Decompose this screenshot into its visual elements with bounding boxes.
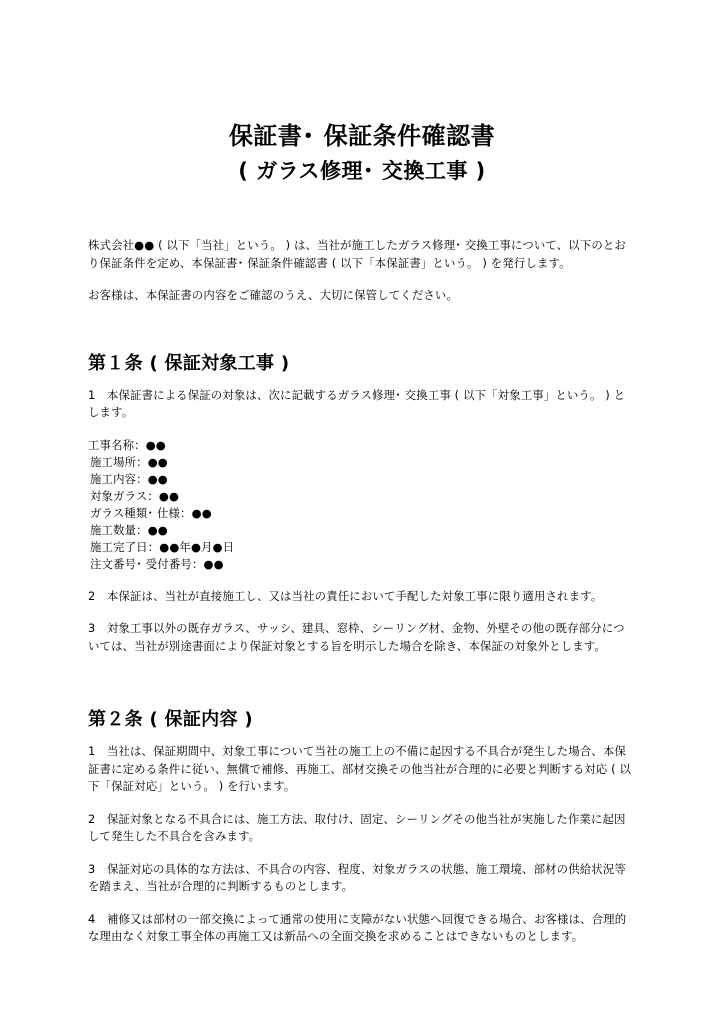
article-2-paragraph-3: 3 保証対応の具体的な方法は、不具合の内容、程度、対象ガラスの状態、施工環境、部材の供給状況等を踏まえ、当社が合理的に判断するものとします。 <box>88 861 626 893</box>
article-2-paragraph-1: 1 当社は、保証期間中、対象工事について当社の施工上の不備に起因する不具合が発生した場合、本保証書に定める条件に従い、無償で補修、再施工、部材交換その他当社が合理的に必要と判断する対応 ( 以下「保証対応」という。 ) を行います。 <box>88 744 632 793</box>
work-detail-item: 施工内容：●● <box>90 471 168 486</box>
article-1-paragraph-2: 2 本保証は、当社が直接施工し、又は当社の責任において手配した対象工事に限り適用されます。 <box>88 588 603 603</box>
work-detail-item: 注文番号･ 受付番号：●● <box>90 556 224 571</box>
intro-paragraph-1: 株式会社●● ( 以下「当社」という。 ) は、当社が施工したガラス修理･ 交換工事について、以下のとおり保証条件を定め、本保証書･ 保証条件確認書 ( 以下「本保証書」という。 ) を発行します。 <box>88 238 626 270</box>
document-title: 保証書･ 保証条件確認書 <box>228 122 496 150</box>
article-1-paragraph-3: 3 対象工事以外の既存ガラス、サッシ、建具、窓枠、シーリング材、金物、外壁その他の既存部分については、当社が別途書面により保証対象とする旨を明示した場合を除き、本保証の対象外とします。 <box>88 621 625 653</box>
work-detail-item: ガラス種類･ 仕様：●● <box>90 505 212 520</box>
work-details-list <box>88 437 636 573</box>
article-2-paragraph-2: 2 保証対象となる不具合には、施工方法、取付け、固定、シーリングその他当社が実施した作業に起因して発生した不具合を含みます。 <box>88 811 626 843</box>
article-1-heading: 第１条 ( 保証対象工事 ) <box>88 352 290 374</box>
article-2-heading: 第２条 ( 保証内容 ) <box>88 709 253 730</box>
work-detail-item: 施工完了日：●●年●月●日 <box>90 539 235 554</box>
work-detail-item: 対象ガラス：●● <box>90 488 180 503</box>
work-detail-item: 施工場所：●● <box>90 454 168 469</box>
document-subtitle: ( ガラス修理･ 交換工事 ) <box>238 159 486 183</box>
work-detail-item: 工事名称：●● <box>88 437 166 452</box>
article-1-paragraph-1: 1 本保証書による保証の対象は、次に記載するガラス修理･ 交換工事 ( 以下「対象工事」という。 ) とします。 <box>88 387 626 419</box>
intro-paragraph-2: お客様は、本保証書の内容をご確認のうえ、大切に保管してください。 <box>88 288 458 302</box>
article-2-paragraph-4: 4 補修又は部材の一部交換によって通常の使用に支障がない状態へ回復できる場合、お客様は、合理的な理由なく対象工事全体の再施工又は新品への全面交換を求めることはできないものとします。 <box>88 911 627 943</box>
work-detail-item: 施工数量：●● <box>90 522 168 537</box>
